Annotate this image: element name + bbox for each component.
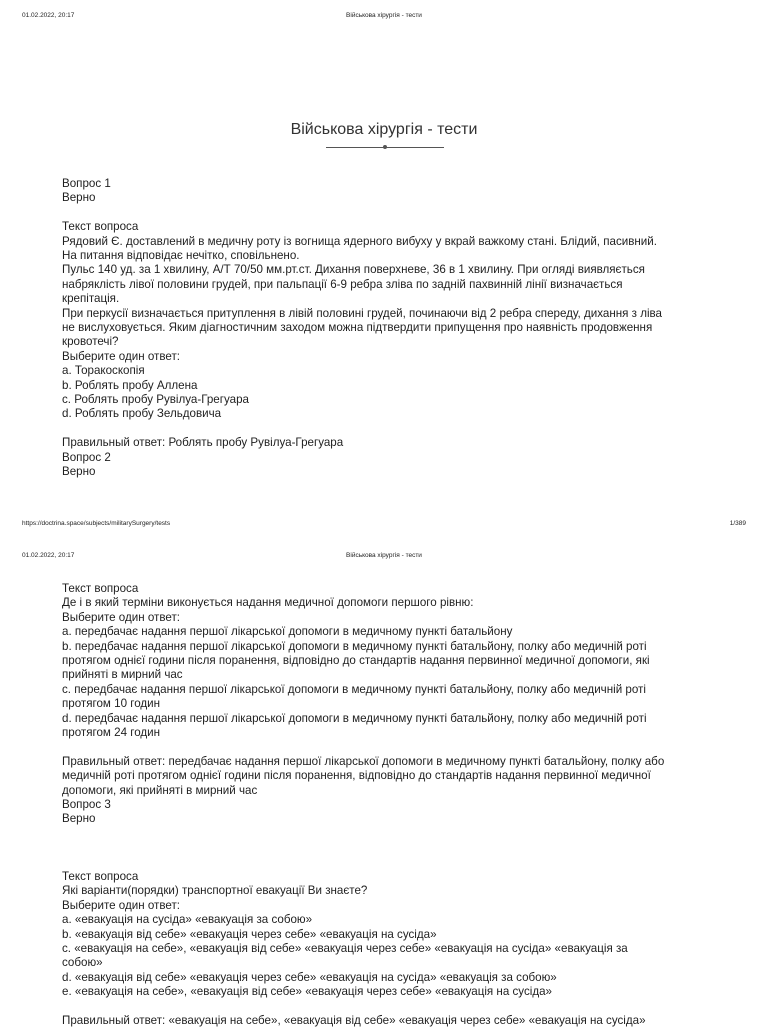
header-title: Військова хірургія - тести	[346, 12, 422, 19]
page-2-content	[62, 582, 712, 1028]
pdf-page-2	[0, 540, 768, 1027]
question-number: Вопрос 2	[62, 450, 111, 464]
question-text-line: Де і в який терміни виконується надання медичної допомоги першого рівню:	[62, 596, 474, 610]
question-text-line: не вислуховується. Яким діагностичним заходом можна підтвердити припущення про наявність продовження	[62, 321, 653, 335]
answer-option-continued: протягом 24 годин	[62, 726, 161, 740]
page-header	[22, 12, 746, 22]
correct-answer: Правильный ответ: передбачає надання першої лікарської допомоги в медичному пункті батальйону, полку або	[62, 754, 665, 768]
answer-option: c. «евакуація на себе», «евакуація від себе» «евакуація через себе» «евакуація на сусіда» «евакуація за	[62, 941, 628, 955]
page-1-content	[62, 177, 712, 480]
answer-option-continued: собою»	[62, 956, 103, 970]
question-text-line: кровотечі?	[62, 335, 119, 349]
question-text-line: Які варіанти(порядки) транспортної евакуації Ви знаєте?	[62, 884, 368, 898]
question-text-line: При перкусії визначається притуплення в лівій половині грудей, починаючи від 2 ребра спереду, дихання з ліва	[62, 306, 663, 320]
footer-page-number: 1/389	[729, 520, 746, 527]
question-text-line: На питання відповідає нечітко, сповільнено.	[62, 249, 300, 263]
correct-answer: Правильный ответ: «евакуація на себе», «евакуація від себе» «евакуація через себе» «евакуація на сусіда»	[62, 1013, 646, 1027]
correct-answer: Правильный ответ: Роблять пробу Рувілуа-Грегуара	[62, 436, 344, 450]
answer-option: d. передбачає надання першої лікарської допомоги в медичному пункті батальйону, полку або медичній роті	[62, 711, 647, 725]
question-text-line: Пульс 140 уд. за 1 хвилину, А/Т 70/50 мм.рт.ст. Дихання поверхневе, 36 в 1 хвилину. При огляді виявляється	[62, 263, 645, 277]
answer-option: e. «евакуація на себе», «евакуація від себе» «евакуація через себе» «евакуація на сусіда»	[62, 985, 552, 999]
header-date: 01.02.2022, 20:17	[22, 552, 75, 559]
choose-label: Выберите один ответ:	[62, 349, 180, 363]
document-title: Військова хірургія - тести	[290, 121, 478, 138]
answer-option: b. Роблять пробу Аллена	[62, 378, 198, 392]
question-text-label: Текст вопроса	[62, 869, 139, 883]
answer-option: a. передбачає надання першої лікарської допомоги в медичному пункті батальйону	[62, 625, 513, 639]
answer-option-continued: прийняті в мирний час	[62, 668, 183, 682]
choose-label: Выберите один ответ:	[62, 610, 180, 624]
correct-answer-continued: допомоги, які прийняті в мирний час	[62, 783, 258, 797]
answer-option: a. Торакоскопія	[62, 364, 145, 378]
answer-option: b. «евакуація від себе» «евакуація через себе» «евакуація на сусіда»	[62, 927, 437, 941]
question-status: Верно	[62, 465, 96, 479]
page-footer	[22, 520, 746, 530]
question-number: Вопрос 1	[62, 177, 111, 190]
answer-option: a. «евакуація на сусіда» «евакуація за собою»	[62, 913, 313, 927]
answer-option-continued: протягом однієї години після поранення, відповідно до стандартів надання первинної медичної допомоги, які	[62, 654, 650, 668]
question-text-line: Рядовий Є. доставлений в медичну роту із вогнища ядерного вибуху у вкрай важкому стані. Блідий, пасивний.	[62, 234, 657, 248]
question-text-label: Текст вопроса	[62, 220, 139, 234]
answer-option-continued: протягом 10 годин	[62, 697, 161, 711]
question-text-line: крепітація.	[62, 292, 120, 306]
title-divider-ornament	[383, 145, 387, 149]
answer-option: d. Роблять пробу Зельдовича	[62, 407, 222, 421]
header-date: 01.02.2022, 20:17	[22, 12, 75, 19]
header-title: Військова хірургія - тести	[346, 552, 422, 559]
question-status: Верно	[62, 812, 96, 826]
choose-label: Выберите один ответ:	[62, 898, 180, 912]
answer-option: c. передбачає надання першої лікарської допомоги в медичному пункті батальйону, полку або медичній роті	[62, 682, 646, 696]
answer-option: b. передбачає надання першої лікарської допомоги в медичному пункті батальйону, полку або медичній роті	[62, 639, 647, 653]
answer-option: c. Роблять пробу Рувілуа-Грегуара	[62, 393, 249, 407]
question-text-line: набряклість лівої половини грудей, при пальпації 6-9 ребра зліва по задній пахвинній лінії визначається	[62, 277, 623, 291]
page-header	[22, 552, 746, 562]
answer-option: d. «евакуація від себе» «евакуація через себе» «евакуація на сусіда» «евакуація за собою»	[62, 970, 557, 984]
footer-url: https://doctrina.space/subjects/militarySurgery/tests	[22, 520, 171, 527]
question-text-label: Текст вопроса	[62, 582, 139, 595]
correct-answer-continued: медичній роті протягом однієї години після поранення, відповідно до стандартів надання первинної медичної	[62, 769, 651, 783]
question-number: Вопрос 3	[62, 798, 111, 812]
question-status: Верно	[62, 191, 96, 205]
